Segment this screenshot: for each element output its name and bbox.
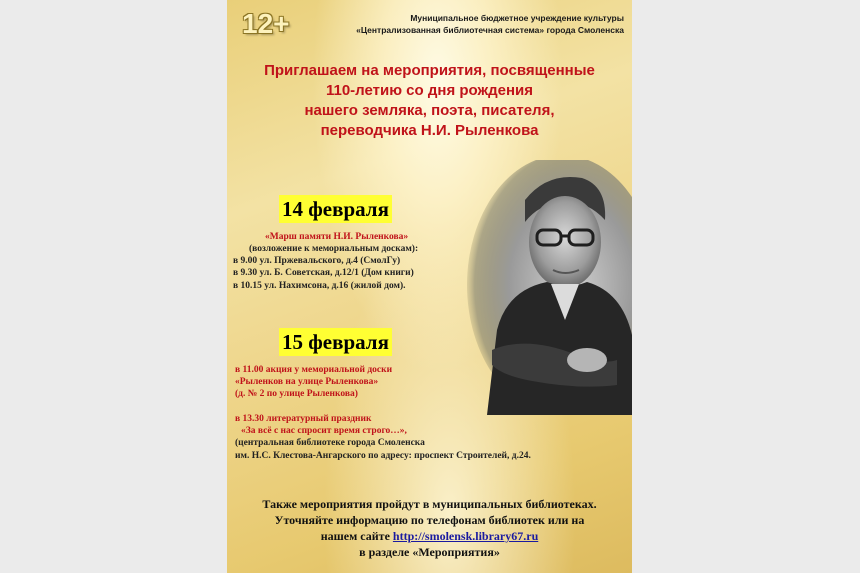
invitation-headline — [227, 61, 632, 141]
event-2-place-line-2: им. Н.С. Клестова-Ангарского по адресу: проспект Строителей, д.24. — [235, 451, 531, 461]
footer-line-1: Также мероприятия пройдут в муниципальных библиотеках. — [262, 497, 597, 511]
event-1-stop-3: в 10.15 ул. Нахимсона, д.16 (жилой дом). — [233, 281, 406, 291]
headline-line-1: Приглашаем на мероприятия, посвященные — [264, 62, 595, 79]
footer-line-2: Уточняйте информацию по телефонам библиотек или на — [274, 513, 585, 527]
event-2-action-line-3: (д. № 2 по улице Рыленкова) — [235, 389, 358, 399]
footer-line-3 — [227, 528, 632, 544]
footer-info — [227, 496, 632, 560]
footer-site-prefix: нашем сайте — [320, 529, 393, 543]
footer-line-4: в разделе «Мероприятия» — [359, 545, 500, 559]
event-2-festival-line-2: «За всё с нас спросит время строго…», — [241, 426, 407, 436]
event-1-stop-1: в 9.00 ул. Пржевальского, д.4 (СмолГу) — [233, 256, 401, 266]
organization-header — [324, 12, 624, 36]
headline-line-3: нашего земляка, поэта, писателя, — [304, 102, 555, 119]
event-poster — [227, 0, 632, 573]
org-line-1: Муниципальное бюджетное учреждение культуры — [410, 13, 624, 23]
event-2-festival-line-1: в 13.30 литературный праздник — [235, 414, 372, 424]
event-1-stop-2: в 9.30 ул. Б. Советская, д.12/1 (Дом книги) — [233, 268, 414, 278]
event-1-subtitle: (возложение к мемориальным доскам): — [249, 244, 419, 254]
event-2-place-line-1: (центральная библиотеке города Смоленска — [235, 438, 425, 448]
event-2-date: 15 февраля — [279, 328, 392, 356]
age-rating-badge: 12+ — [242, 8, 290, 39]
website-link[interactable]: http://smolensk.library67.ru — [392, 529, 539, 543]
event-1-date: 14 февраля — [279, 195, 392, 223]
headline-line-4: переводчика Н.И. Рыленкова — [320, 122, 539, 139]
headline-line-2: 110-летию со дня рождения — [325, 82, 534, 99]
event-2-action-line-2: «Рыленков на улице Рыленкова» — [235, 377, 379, 387]
org-line-2: «Централизованная библиотечная система» города Смоленска — [356, 25, 624, 35]
event-2-action-line-1: в 11.00 акция у мемориальной доски — [235, 365, 393, 375]
poet-portrait-photo — [467, 160, 632, 415]
event-1-title: «Марш памяти Н.И. Рыленкова» — [265, 232, 409, 242]
